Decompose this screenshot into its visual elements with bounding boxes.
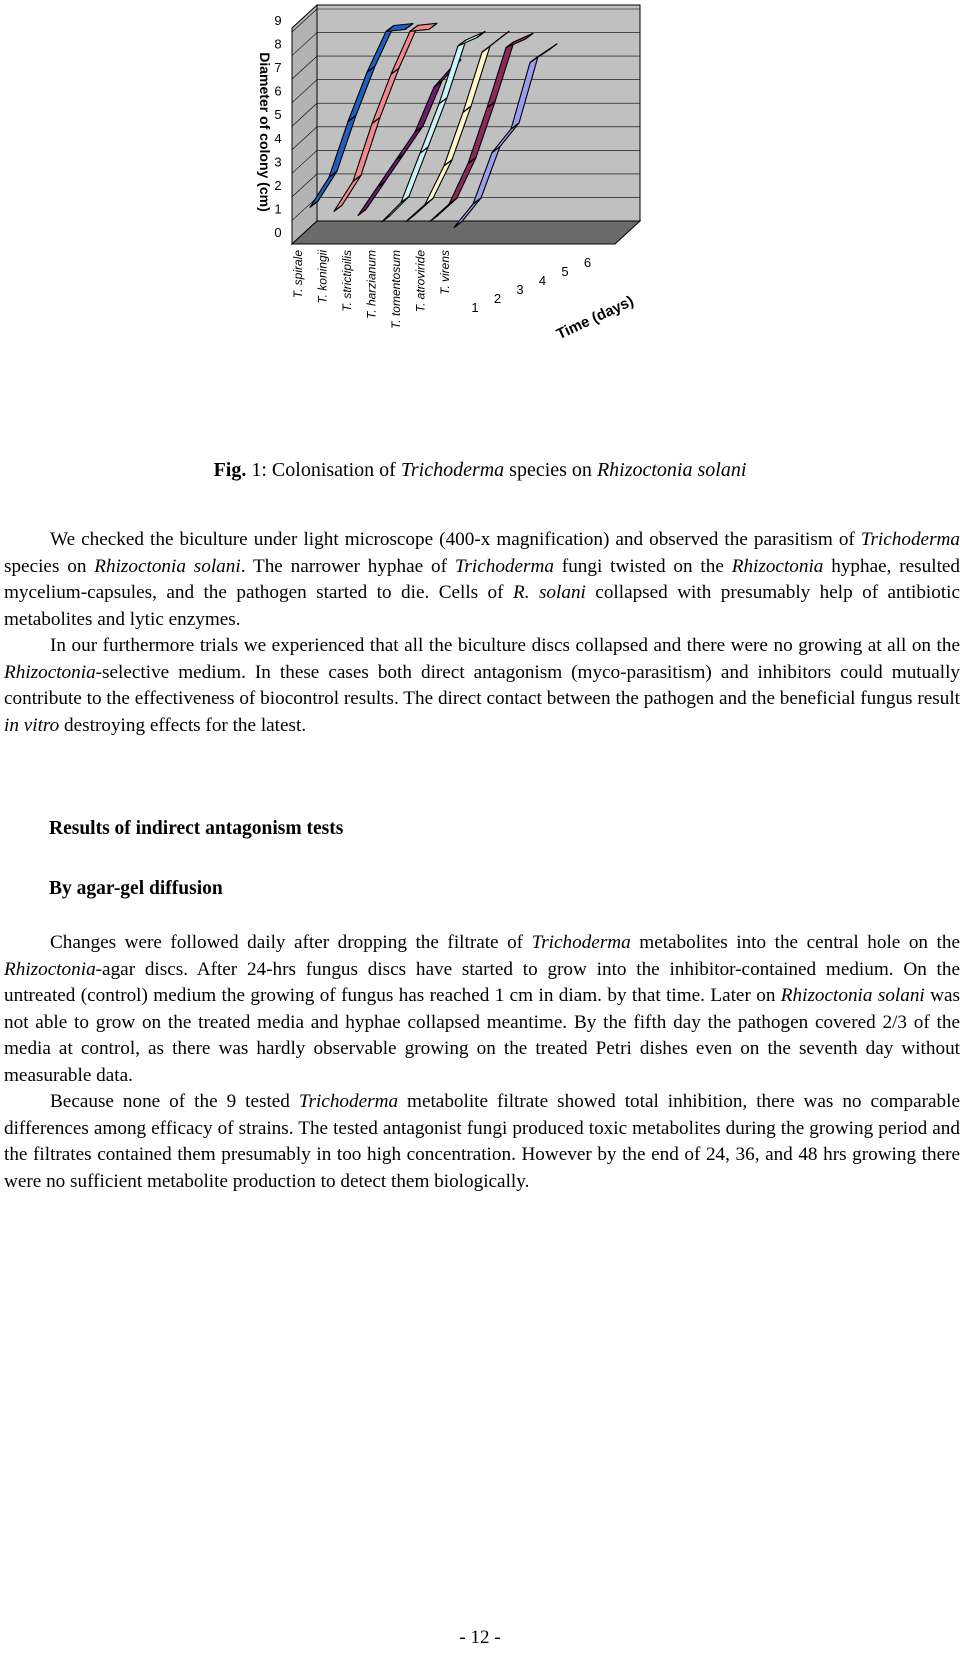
caption-middle: species on: [504, 459, 597, 481]
caption-host: Rhizoctonia solani: [596, 459, 747, 481]
italic-run: Rhizoctonia: [731, 555, 824, 577]
subsection-heading: By agar-gel diffusion: [49, 878, 223, 899]
text-run: metabolites into the central hole on the: [630, 932, 960, 953]
italic-run: Rhizoctonia: [4, 661, 96, 683]
depth-label: T. atroviride: [413, 250, 428, 313]
text-run: collapsed with presumably help of antibiotic metabolites and lytic enzymes.: [4, 582, 960, 630]
text-run: Because none of the 9 tested: [50, 1091, 299, 1112]
italic-run: Trichoderma: [531, 932, 631, 953]
depth-label: T. koningii: [315, 250, 330, 304]
depth-label: T. strictipilis: [340, 250, 354, 312]
caption-genus: Trichoderma: [400, 459, 505, 481]
y-tick-label: 8: [274, 36, 282, 52]
x-tick-label: 1: [471, 300, 479, 315]
caption-number: 1: [251, 459, 262, 481]
x-axis-title: Time (days): [553, 292, 637, 344]
text-run: metabolite filtrate showed total inhibition, there was no comparable differences among efficacy of strains. The tested antagonist fungi produced toxic metabolites during the growing period and the filtrates contained them presumably in too high concentration. However by the end of 24, 36, and 48 hrs growing there were no sufficient metabolite production to detect them biologically.: [4, 1091, 960, 1192]
text-run: -agar discs. After 24-hrs fungus discs have started to grow into the inhibitor-contained medium. On the untreated (control) medium the growing of fungus has reached 1 cm in diam. by that time. Later on: [4, 958, 960, 1006]
text-run: hyphae, resulted mycelium-capsules, and the pathogen started to die. Cells of: [4, 555, 960, 603]
x-tick-label: 3: [516, 282, 524, 297]
italic-run: Rhizoctonia: [4, 958, 96, 980]
text-run: In our furthermore trials we experienced that all the biculture discs collapsed and there were no growing at all on the: [50, 635, 960, 656]
x-tick-label: 4: [538, 273, 547, 288]
y-tick-label: 1: [274, 201, 282, 217]
caption-text: : Colonisation of: [261, 459, 401, 481]
italic-run: Rhizoctonia solani: [94, 555, 241, 577]
depth-label: T. harzianum: [364, 250, 379, 319]
x-axis-ticks: [471, 255, 591, 315]
y-axis-title: Diameter of colony (cm): [257, 52, 273, 212]
y-tick-label: 3: [274, 154, 282, 170]
text-run: . The narrower hyphae of: [240, 555, 455, 577]
colony-diameter-chart: [0, 0, 960, 440]
text-run: [530, 582, 539, 603]
section-heading: Results of indirect antagonism tests: [49, 818, 344, 839]
x-tick-label: 5: [561, 264, 569, 279]
chart-side-wall: [292, 5, 317, 244]
y-tick-label: 2: [274, 177, 282, 193]
italic-run: R.: [512, 582, 530, 603]
page-number: - 12 -: [459, 1627, 501, 1648]
depth-label: T. tomentosum: [389, 250, 403, 329]
chart-floor: [292, 221, 640, 244]
y-tick-label: 9: [274, 13, 282, 28]
text-run: fungi twisted on the: [553, 555, 732, 577]
paragraph-3: [4, 930, 960, 1089]
y-axis-ticks: [274, 13, 281, 240]
body-block-1: [4, 527, 960, 739]
text-run: Changes were followed daily after dropping the filtrate of: [50, 932, 532, 953]
paragraph-2: [4, 633, 960, 739]
paragraph-1: [4, 527, 960, 633]
depth-axis-labels: [291, 250, 452, 329]
text-run: was not able to grow on the treated media and hyphae collapsed meantime. By the fifth day the pathogen covered 2/3 of the media at control, as there was hardly observable growing on the treated Petri dishes even on the seventh day without measurable data.: [4, 985, 960, 1086]
y-tick-label: 7: [274, 60, 282, 76]
body-block-2: [4, 930, 960, 1195]
italic-run: Trichoderma: [454, 555, 554, 577]
italic-run: Rhizoctonia solani: [780, 985, 925, 1006]
y-tick-label: 0: [274, 225, 282, 240]
paragraph-4: [4, 1089, 960, 1195]
text-run: We checked the biculture under light microscope (400-x magnification) and observed the parasitism of: [50, 529, 861, 550]
y-tick-label: 6: [274, 83, 282, 99]
text-run: species on: [4, 555, 95, 577]
italic-run: Trichoderma: [860, 529, 960, 550]
x-tick-label: 6: [583, 255, 592, 270]
x-tick-label: 2: [493, 291, 502, 306]
italic-run: in vitro: [4, 714, 60, 736]
text-run: destroying effects for the latest.: [59, 714, 307, 736]
depth-label: T. virens: [438, 250, 452, 295]
figure-caption: [0, 459, 960, 482]
caption-label: Fig.: [213, 459, 247, 481]
italic-run: solani: [538, 582, 586, 603]
depth-label: T. spirale: [291, 250, 305, 299]
y-tick-label: 4: [274, 130, 282, 146]
italic-run: Trichoderma: [298, 1091, 399, 1112]
text-run: -selective medium. In these cases both direct antagonism (myco-parasitism) and inhibitors could mutually contribute to the effectiveness of biocontrol results. The direct contact between the pathogen and the beneficial fungus result: [4, 661, 960, 709]
y-tick-label: 5: [274, 107, 282, 123]
